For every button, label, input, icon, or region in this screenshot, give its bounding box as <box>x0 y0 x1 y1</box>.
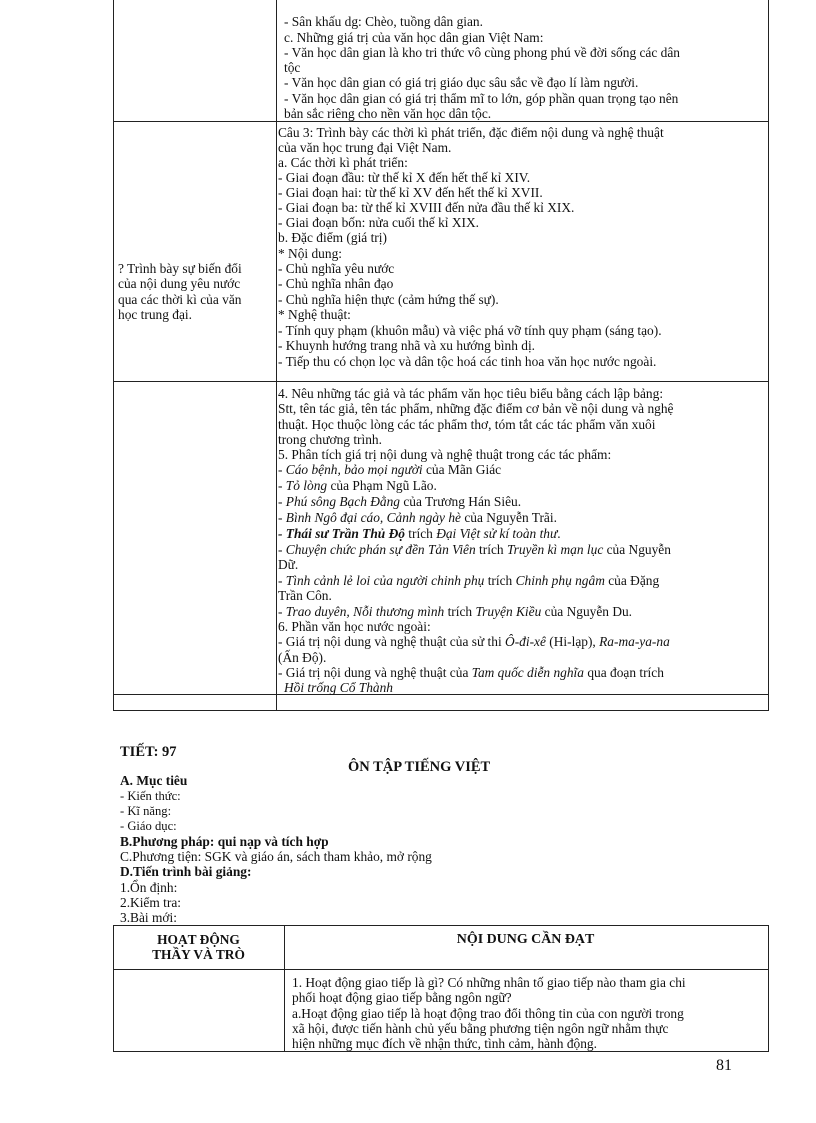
work-item <box>278 462 501 477</box>
procedure-line: D.Tiến trình bài giảng: <box>120 864 252 879</box>
table-1-row-divider <box>113 121 769 122</box>
text-line: - Giai đoạn ba: từ thế kỉ XVIII đến nửa đầu thế kỉ XIX. <box>278 200 575 215</box>
table-2-right-border <box>768 925 769 1052</box>
work-title: - Bình Ngô đại cáo, Cảnh ngày hè <box>278 510 461 525</box>
text-line: Stt, tên tác giả, tên tác phẩm, những đặc điểm cơ bản về nội dung và nghệ <box>278 401 674 416</box>
objective-item: - Kĩ năng: <box>120 804 172 818</box>
question-line: học trung đại. <box>118 307 193 322</box>
foreign-work-title: Ra-ma-ya-na <box>599 634 670 649</box>
period-number: TIẾT: 97 <box>120 744 177 760</box>
table-2-top-border <box>113 925 769 926</box>
table-2-bottom-border <box>113 1051 769 1052</box>
table-1-row-divider <box>113 694 769 695</box>
text-line: b. Đặc điểm (giá trị) <box>278 230 387 245</box>
text-line: - Tính quy phạm (khuôn mẫu) và việc phá vỡ tính quy phạm (sáng tạo). <box>278 323 662 338</box>
text-line: bản sắc riêng cho nền văn học dân tộc. <box>284 106 492 121</box>
foreign-work-continued: Hồi trống Cổ Thành <box>284 680 394 695</box>
text-line: c. Những giá trị của văn học dân gian Việt Nam: <box>284 30 544 45</box>
procedure-step: 3.Bài mới: <box>120 910 177 925</box>
work-item <box>278 604 632 619</box>
table-1-left-border <box>113 0 114 711</box>
work-item-continued: Dữ. <box>278 557 299 572</box>
question-line: của nội dung yêu nước <box>118 276 241 291</box>
text-line: của văn học trung đại Việt Nam. <box>278 140 452 155</box>
section-heading: A. Mục tiêu <box>120 773 188 788</box>
work-title: - Thái sư Trần Thủ Độ <box>278 526 405 541</box>
method-value: qui nạp và tích hợp <box>214 834 329 849</box>
page-number: 81 <box>716 1057 732 1074</box>
text-line: - Giai đoạn hai: từ thế kỉ XV đến hết thế kỉ XVII. <box>278 185 543 200</box>
work-title: - Cáo bệnh, bảo mọi người <box>278 462 423 477</box>
method-line <box>120 834 329 849</box>
table-2-header-left: THẦY VÀ TRÒ <box>152 947 245 962</box>
work-connector: trích <box>444 604 476 619</box>
table-2-header-right: NỘI DUNG CẦN ĐẠT <box>456 932 595 947</box>
work-item <box>278 542 671 557</box>
foreign-work-title: Tam quốc diễn nghĩa <box>471 665 584 680</box>
work-end: . <box>557 526 561 541</box>
method-label: B.Phương pháp: <box>120 834 215 849</box>
work-connector: trích <box>484 573 516 588</box>
text-line: thuật. Học thuộc lòng các tác phẩm thơ, tóm tắt các tác phẩm văn xuôi <box>278 417 656 432</box>
lesson-title: ÔN TẬP TIẾNG VIỆT <box>348 759 491 775</box>
work-item <box>278 526 561 541</box>
table-2-header-divider <box>113 969 769 970</box>
text-line: phối hoạt động giao tiếp bằng ngôn ngữ? <box>292 990 512 1005</box>
objective-item: - Giáo dục: <box>120 819 177 833</box>
work-source: Truyện Kiều <box>475 604 542 619</box>
text-line: - Văn học dân gian có giá trị giáo dục sâu sắc về đạo lí làm người. <box>284 75 639 90</box>
foreign-work-item <box>278 665 664 680</box>
text-line: - Chủ nghĩa yêu nước <box>278 261 395 276</box>
text-line: - Sân khấu dg: Chèo, tuồng dân gian. <box>284 14 483 29</box>
section-heading: 6. Phần văn học nước ngoài: <box>278 619 431 634</box>
work-source: Truyền kì mạn lục <box>506 542 604 557</box>
text-line: - Chủ nghĩa hiện thực (cảm hứng thế sự). <box>278 292 499 307</box>
text-line: a.Hoạt động giao tiếp là hoạt động trao đổi thông tin của con người trong <box>292 1006 684 1021</box>
text-line: Câu 3: Trình bày các thời kì phát triển, đặc điểm nội dung và nghệ thuật <box>278 125 664 140</box>
work-author: của Nguyễn Trãi. <box>460 510 557 525</box>
work-title: - Trao duyên, Nỗi thương mình <box>278 604 445 619</box>
work-title: - Tỏ lòng <box>278 478 328 493</box>
work-author: của Trương Hán Siêu. <box>400 494 522 509</box>
text-line: - Tiếp thu có chọn lọc và dân tộc hoá các tinh hoa văn học nước ngoài. <box>278 354 657 369</box>
text-line: trong chương trình. <box>278 432 382 447</box>
table-2-header-left: HOẠT ĐỘNG <box>157 932 240 947</box>
text-line: a. Các thời kì phát triển: <box>278 155 408 170</box>
foreign-work-connector: (Hi-lạp), <box>545 634 600 649</box>
work-item <box>278 494 521 509</box>
work-source: Chinh phụ ngâm <box>515 573 605 588</box>
work-title: - Chuyện chức phán sự đền Tản Viên <box>278 542 476 557</box>
text-line: * Nội dung: <box>278 246 342 261</box>
work-item <box>278 478 437 493</box>
question-line: ? Trình bày sự biến đổi <box>118 261 242 276</box>
text-line: - Chủ nghĩa nhân đạo <box>278 276 394 291</box>
text-line: - Giai đoạn bốn: nửa cuối thế kỉ XIX. <box>278 215 480 230</box>
text-line: * Nghệ thuật: <box>278 307 351 322</box>
work-item <box>278 573 659 588</box>
procedure-step: 1.Ổn định: <box>120 880 178 895</box>
text-line: - Văn học dân gian có giá trị thẩm mĩ to lớn, góp phần quan trọng tạo nên <box>284 91 679 106</box>
work-title: - Phú sông Bạch Đằng <box>278 494 400 509</box>
work-author: của Đặng <box>604 573 660 588</box>
work-connector: trích <box>475 542 507 557</box>
work-connector: trích <box>404 526 437 541</box>
work-author: của Nguyễn Du. <box>541 604 633 619</box>
text-line: - Văn học dân gian là kho tri thức vô cùng phong phú về đời sống các dân <box>284 45 681 60</box>
foreign-work-prefix: - Giá trị nội dung và nghệ thuật của <box>278 665 472 680</box>
text-line: tộc <box>284 60 301 75</box>
work-item-continued: Trần Côn. <box>278 588 332 603</box>
procedure-step: 2.Kiểm tra: <box>120 895 181 910</box>
work-author: của Mãn Giác <box>422 462 502 477</box>
work-author: của Phạm Ngũ Lão. <box>327 478 437 493</box>
text-line: 5. Phân tích giá trị nội dung và nghệ thuật trong các tác phẩm: <box>278 447 612 462</box>
table-1-bottom-border <box>113 710 769 711</box>
work-title: - Tình cảnh lẻ loi của người chinh phụ <box>278 573 485 588</box>
text-line: hiện những mục đích về nhận thức, tình cảm, hành động. <box>292 1036 597 1051</box>
text-line: - Giai đoạn đầu: từ thế kỉ X đến hết thế kỉ XIV. <box>278 170 531 185</box>
foreign-work-prefix: - Giá trị nội dung và nghệ thuật của sử thi <box>278 634 506 649</box>
objective-item: - Kiến thức: <box>120 789 181 803</box>
foreign-work-continued: (Ấn Độ). <box>278 650 327 665</box>
means-line: C.Phương tiện: SGK và giáo án, sách tham khảo, mở rộng <box>120 849 432 864</box>
work-item <box>278 510 557 525</box>
foreign-work-connector: qua đoạn trích <box>583 665 664 680</box>
table-1-right-border <box>768 0 769 711</box>
foreign-work-item <box>278 634 670 649</box>
text-line: xã hội, được tiến hành chủ yếu bằng phương tiện ngôn ngữ nhằm thực <box>292 1021 669 1036</box>
question-line: qua các thời kì của văn <box>118 292 242 307</box>
table-1-column-divider <box>276 0 277 711</box>
text-line: - Khuynh hướng trang nhã và xu hướng bình dị. <box>278 338 536 353</box>
text-line: 1. Hoạt động giao tiếp là gì? Có những nhân tố giao tiếp nào tham gia chi <box>292 975 686 990</box>
text-line: 4. Nêu những tác giả và tác phẩm văn học tiêu biểu bằng cách lập bảng: <box>278 386 664 401</box>
work-author: của Nguyễn <box>603 542 671 557</box>
work-source: Đại Việt sử kí toàn thư <box>436 526 558 541</box>
table-1-row-divider <box>113 381 769 382</box>
foreign-work-title: Ô-đi-xê <box>505 634 546 649</box>
